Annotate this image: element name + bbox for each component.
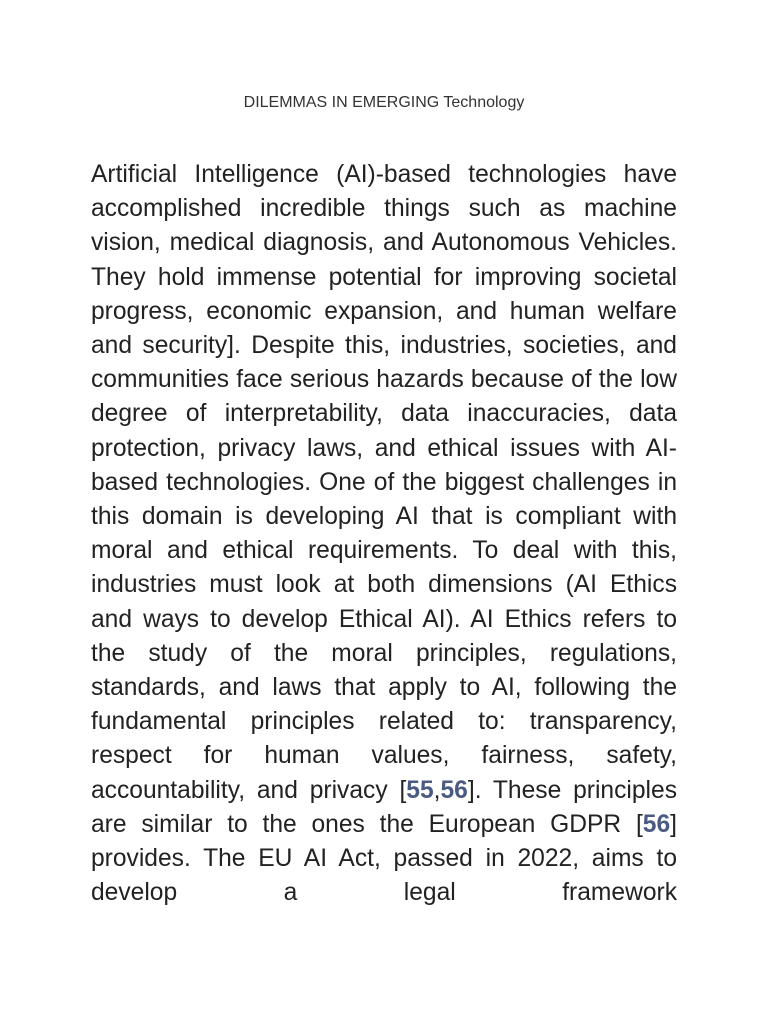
paragraph-text: Artificial Intelligence (AI)-based technologies have accomplished incredible things such as machine vision, medical diagnosis, and Autonomous Vehicles. They hold immense potential for improving societal progress, economic expansion, and human welfare and security]. Despite this, industries, societies, and communities face serious hazards because of the low degree of interpretability, data inaccuracies, data protection, privacy laws, and ethical issues with AI-based technologies. One of the biggest challenges in this domain is developing AI that is compliant with moral and ethical requirements. To deal with this, industries must look at both dimensions (AI Ethics and ways to develop Ethical AI). AI Ethics refers to the study of the moral principles, regulations, standards, and laws that apply to AI, following the fundamental principles related to: transparency, respect for human values, fairness, safety, accountability, and privacy [ (91, 161, 677, 804)
paragraph-text: ] provides. The EU AI Act, passed in 2022, aims to develop a legal framework (91, 810, 677, 907)
paragraph-text: ]. These principles are similar to the ones the European GDPR [ (91, 776, 677, 838)
running-header: DILEMMAS IN EMERGING Technology (243, 94, 525, 111)
citation-link[interactable]: 56 (440, 776, 468, 804)
body-paragraph (91, 158, 677, 910)
citation-link[interactable]: 56 (642, 810, 671, 838)
citation-separator: , (433, 776, 441, 804)
citation-link[interactable]: 55 (406, 776, 434, 804)
